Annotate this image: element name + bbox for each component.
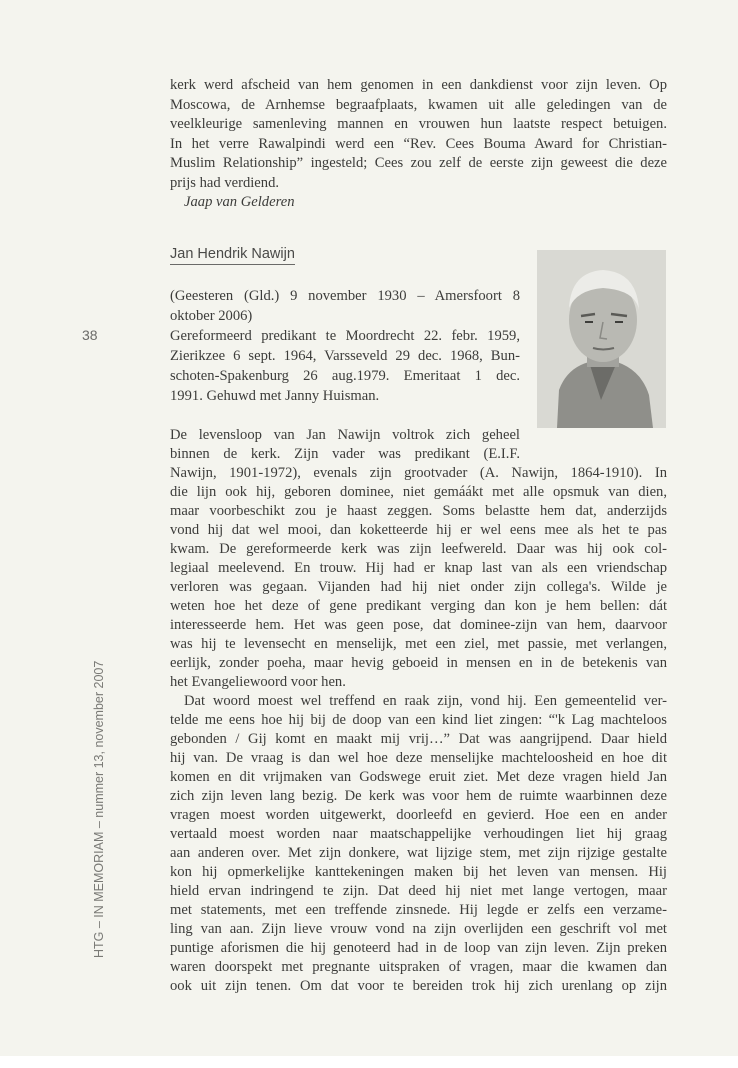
- text-line: met statements, met een treffende zinsnede. Hij legde er zelfs een verzame-: [170, 902, 667, 918]
- text-line: kon hij opmerkelijke kanttekeningen maken bij het leven van mensen. Hij: [170, 864, 667, 880]
- text-line: ling van aan. Zijn lieve vrouw vond na zijn overlijden een geschrift vol met: [170, 921, 667, 937]
- text-line: aan anderen over. Met zijn donkere, wat lijzige stem, met zijn rijzige gestalte: [170, 845, 667, 861]
- text-line: oktober 2006): [170, 308, 253, 324]
- text-line: ook uit zijn tenen. Om dat voor te bereiden trok hij zich urenlang op zijn: [170, 978, 667, 994]
- page-number: 38: [82, 327, 98, 343]
- text-line: die lijn ook hij, geboren dominee, niet gemáákt met alle opsmuk van dien,: [170, 484, 667, 500]
- text-line: telde me eens hoe hij bij de doop van een kind liet zingen: “'k Lag machteloos: [170, 712, 667, 728]
- text-line: het Evangeliewoord voor hen.: [170, 674, 346, 690]
- text-line: hield ervan indringend te zijn. Dat deed hij niet met lange vertogen, maar: [170, 883, 667, 899]
- text-line: binnen de kerk. Zijn vader was predikant (E.I.F.: [170, 446, 520, 462]
- text-line: eerlijk, zonder poeha, maar hevig geboeid in mensen en in de betekenis van: [170, 655, 667, 671]
- biographical-data: [170, 286, 520, 406]
- text-line: vragen moest worden uitgewerkt, doorleefd en gevierd. Hoe een en ander: [170, 807, 667, 823]
- text-line: (Geesteren (Gld.) 9 november 1930 – Amersfoort 8: [170, 288, 520, 304]
- text-line: vertaald moest worden naar maatschappelijke verhoudingen liet hij graag: [170, 826, 667, 842]
- text-line: Nawijn, 1901-1972), evenals zijn grootvader (A. Nawijn, 1864-1910). In: [170, 465, 667, 481]
- text-line: veelkleurige samenleving mannen en vrouwen hun laatste respect betuigen.: [170, 116, 667, 132]
- text-line: schoten-Spakenburg 26 aug.1979. Emeritaat 1 dec.: [170, 368, 520, 384]
- previous-obituary-ending: [170, 76, 667, 213]
- text-line: puntige aforismen die hij genoteerd had in de loop van zijn leven. Zijn preken: [170, 940, 667, 956]
- text-line: Gereformeerd predikant te Moordrecht 22. febr. 1959,: [170, 328, 520, 344]
- text-line: Dat woord moest wel treffend en raak zijn, vond hij. Een gemeentelid ver-: [184, 693, 667, 709]
- portrait-photo-icon: [537, 250, 666, 428]
- text-line: Zierikzee 6 sept. 1964, Varsseveld 29 dec. 1968, Bun-: [170, 348, 520, 364]
- running-footer-vertical: HTG – IN MEMORIAM – nummer 13, november 2007: [92, 660, 106, 958]
- text-line: verloren was gegaan. Vijanden had hij niet onder zijn collega's. Wilde je: [170, 579, 667, 595]
- text-line: hij van. De vraag is dan wel hoe deze menselijke machteloosheid en hoe dit: [170, 750, 667, 766]
- text-line: prijs had verdiend.: [170, 174, 280, 191]
- text-line: komen en dit vrijmaken van Godswege eruit ziet. Met deze vragen hield Jan: [170, 769, 667, 785]
- text-line: maar voorbeschikt zou je haast zeggen. Soms belastte hem dat, anderzijds: [170, 503, 667, 519]
- text-line: was hij te levensecht en menselijk, met een ziel, met passie, met verlangen,: [170, 636, 667, 652]
- text-line: interesseerde hem. Het was geen pose, dat dominee-zijn van hem, daarvoor: [170, 617, 667, 633]
- text-line: De levensloop van Jan Nawijn voltrok zich geheel: [170, 427, 520, 443]
- text-line: 1991. Gehuwd met Janny Huisman.: [170, 388, 380, 404]
- text-line: zich zijn leven lang bezig. De kerk was voor hem de ruimte waarbinnen deze: [170, 788, 667, 804]
- text-line: kerk werd afscheid van hem genomen in een dankdienst voor zijn leven. Op: [170, 77, 667, 93]
- portrait-photo: [537, 250, 666, 428]
- text-line: Muslim Relationship” ingesteld; Cees zou zelf de eerste zijn geweest die deze: [170, 155, 667, 171]
- obituary-heading: Jan Hendrik Nawijn: [170, 245, 295, 265]
- text-line: legiaal meelevend. En trouw. Hij had er knap last van als een vriendschap: [170, 560, 667, 576]
- text-line: In het verre Rawalpindi werd een “Rev. Cees Bouma Award for Christian-: [170, 135, 667, 152]
- text-line: waren doorspekt met pregnante uitspraken of vragen, maar die kwamen dan: [170, 959, 667, 975]
- obituary-body: [170, 426, 667, 996]
- text-line: gebonden / Gij komt en maakt mij vrij…” Dat was aangrijpend. Daar hield: [170, 731, 667, 747]
- text-line: Moscowa, de Arnhemse begraafplaats, kwamen uit alle geledingen van de: [170, 96, 667, 113]
- text-line: weten hoe het deze of gene predikant verging dan kon je hem bellen: dát: [170, 598, 667, 614]
- author-signature: Jaap van Gelderen: [184, 194, 295, 210]
- text-line: vond hij dat wel mooi, dan koketteerde hij er wel eens mee als het te pas: [170, 522, 667, 538]
- text-line: kwam. De gereformeerde kerk was zijn leefwereld. Daar was hij ook col-: [170, 541, 667, 557]
